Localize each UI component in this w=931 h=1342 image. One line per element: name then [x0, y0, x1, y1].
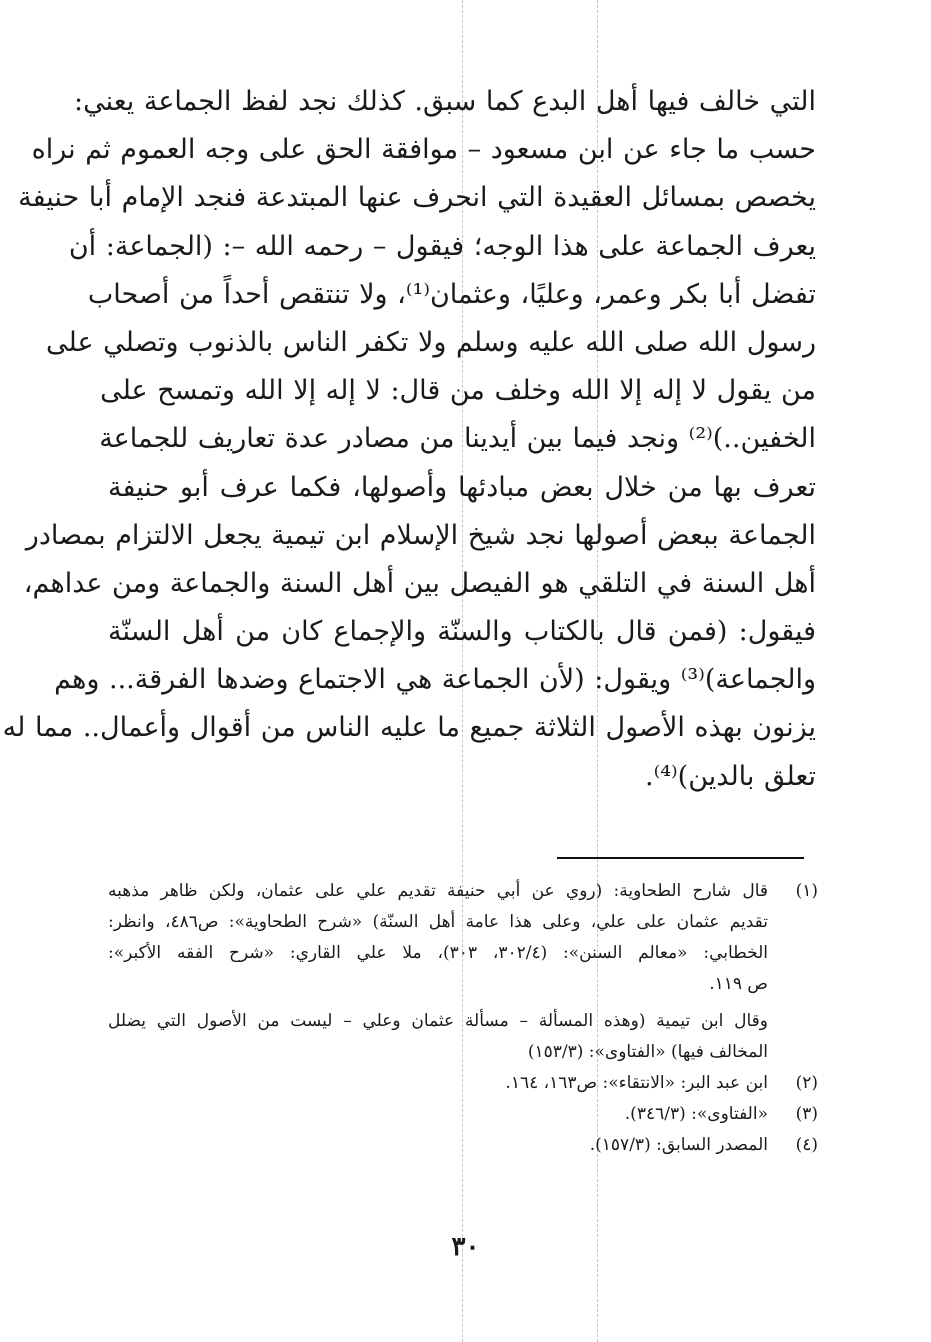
text-line: رسول الله صلى الله عليه وسلم ولا تكفر الناس بالذنوب وتصلي على	[46, 326, 816, 358]
footnote-text	[108, 876, 768, 1000]
text-line: الخفين..)⁽²⁾ ونجد فيما بين أيدينا من مصادر عدة تعاريف للجماعة	[99, 423, 816, 455]
text-line: يعرف الجماعة على هذا الوجه؛ فيقول – رحمه الله –: (الجماعة: أن	[68, 230, 816, 262]
text-line: يخصص بمسائل العقيدة التي انحرف عنها المبتدعة فنجد الإمام أبا حنيفة	[18, 182, 816, 214]
text-line: تعلق بالدين)⁽⁴⁾.	[645, 760, 816, 792]
text-line: حسب ما جاء عن ابن مسعود – موافقة الحق على وجه العموم ثم نراه	[31, 134, 816, 166]
text-line: تعرف بها من خلال بعض مبادئها وأصولها، فكما عرف أبو حنيفة	[108, 471, 816, 503]
main-text	[2, 78, 816, 801]
footnote-number: (٣)	[795, 1104, 818, 1124]
footnote-1	[108, 876, 818, 1000]
footnote-3	[108, 1099, 818, 1130]
text-line: يزنون بهذه الأصول الثلاثة جميع ما عليه الناس من أقوال وأعمال.. مما له	[2, 712, 816, 744]
footnote-line: وقال ابن تيمية (وهذه المسألة – مسألة عثمان وعلي – ليست من الأصول التي يضلل	[108, 1011, 768, 1031]
footnote-text: ابن عبد البر: «الانتقاء»: ص١٦٣، ١٦٤.	[505, 1073, 768, 1093]
footnote-1-continuation	[108, 1006, 768, 1068]
footnote-line: المخالف فيها) «الفتاوى»: (١٥٣/٣)	[527, 1042, 768, 1062]
footnote-divider	[557, 857, 804, 859]
text-line: والجماعة)⁽³⁾ ويقول: (لأن الجماعة هي الاجتماع وضدها الفرقة... وهم	[54, 664, 816, 696]
text-line: تفضل أبا بكر وعمر، وعليًا، وعثمان⁽¹⁾، ولا تنتقص أحداً من أصحاب	[87, 278, 816, 310]
text-line: الجماعة ببعض أصولها نجد شيخ الإسلام ابن تيمية يجعل الالتزام بمصادر	[25, 519, 816, 551]
text-line: التي خالف فيها أهل البدع كما سبق. كذلك نجد لفظ الجماعة يعني:	[73, 86, 816, 117]
footnote-text: المصدر السابق: (١٥٧/٣).	[589, 1135, 768, 1155]
footnote-text: «الفتاوى»: (٣٤٦/٣).	[624, 1104, 768, 1124]
footnote-number: (١)	[795, 881, 818, 901]
footnote-2	[108, 1068, 818, 1099]
footnotes	[108, 876, 818, 1161]
footnote-line: قال شارح الطحاوية: (روي عن أبي حنيفة تقديم علي على عثمان، ولكن ظاهر مذهبه	[108, 881, 768, 901]
footnote-line: الخطابي: «معالم السنن»: (٣٠٢/٤، ٣٠٣)، ملا علي القاري: «شرح الفقه الأكبر»:	[108, 943, 769, 963]
footnote-line: ص ١١٩.	[709, 974, 768, 994]
footnote-line: تقديم عثمان على علي، وعلى هذا عامة أهل السنّة) «شرح الطحاوية»: ص٤٨٦، وانظر:	[108, 912, 768, 932]
page-number: ٣٠	[451, 1232, 480, 1262]
footnote-number: (٢)	[795, 1073, 818, 1093]
footnote-number: (٤)	[795, 1135, 818, 1155]
text-line: أهل السنة في التلقي هو الفيصل بين أهل السنة والجماعة ومن عداهم،	[23, 567, 816, 599]
text-line: فيقول: (فمن قال بالكتاب والسنّة والإجماع كان من أهل السنّة	[108, 616, 816, 648]
text-line: من يقول لا إله إلا الله وخلف من قال: لا إله إلا الله وتمسح على	[100, 375, 816, 407]
footnote-4	[108, 1130, 818, 1161]
